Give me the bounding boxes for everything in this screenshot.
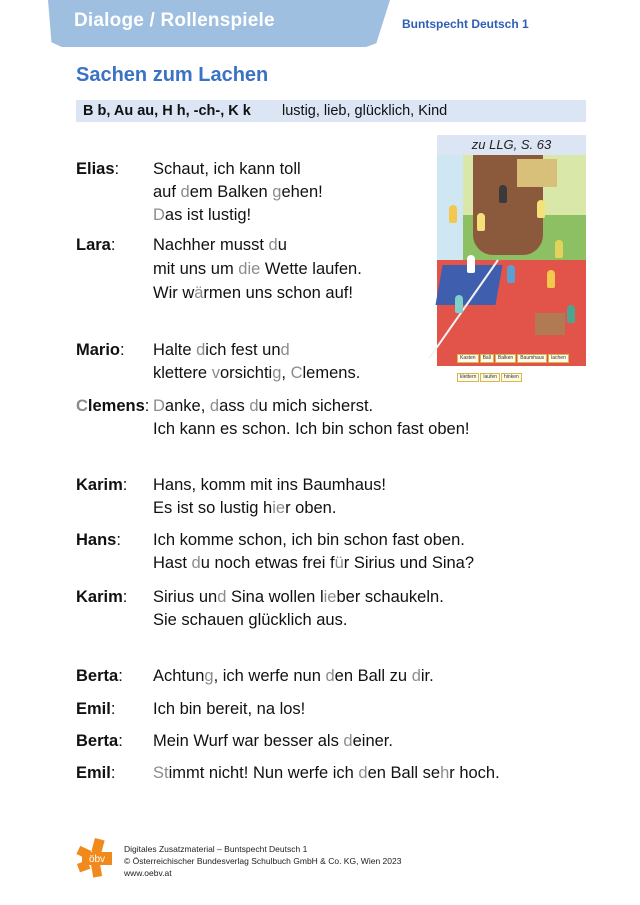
speaker-name: Karim:: [76, 588, 128, 606]
speech-text: Danke, dass du mich sicherst.: [153, 397, 374, 415]
vaulting-box: [535, 313, 565, 335]
highlighted-letter: d: [196, 341, 206, 359]
speaker-name: Clemens:: [76, 397, 150, 415]
child-figure: [467, 255, 475, 273]
highlighted-letter: d: [358, 764, 368, 782]
highlighted-letter: d: [343, 732, 353, 750]
child-figure: [507, 265, 515, 283]
child-figure: [567, 305, 575, 323]
speech-text: Das ist lustig!: [153, 206, 252, 224]
footer-line-publisher: © Österreichischer Bundesverlag Schulbuch GmbH & Co. KG, Wien 2023: [124, 856, 402, 866]
word-card: klettern: [457, 373, 479, 382]
speech-text: Halte dich fest und: [153, 341, 290, 359]
highlighted-letter: D: [153, 206, 165, 224]
oebv-logo-icon: [76, 838, 116, 878]
speaker-name: Karim:: [76, 476, 128, 494]
highlighted-letter: ie: [323, 588, 337, 606]
speech-text: Ich komme schon, ich bin schon fast oben.: [153, 531, 465, 549]
speech-text: Nachher musst du: [153, 236, 287, 254]
speaker-name: Hans:: [76, 531, 121, 549]
highlighted-letter: d: [191, 554, 201, 572]
highlighted-letter: d: [411, 667, 421, 685]
speaker-name: Berta:: [76, 732, 123, 750]
footer-copyright: [124, 843, 401, 879]
highlighted-letter: v: [211, 364, 220, 382]
speech-text: Hans, komm mit ins Baumhaus!: [153, 476, 386, 494]
speaker-name: Lara:: [76, 236, 116, 254]
illustration-box: [437, 135, 586, 380]
vocab-words: lustig, lieb, glücklich, Kind: [282, 103, 448, 119]
footer-line-product: Digitales Zusatzmaterial – Buntspecht Deutsch 1: [124, 844, 308, 854]
speech-text: Sie schauen glücklich aus.: [153, 611, 348, 629]
speech-text: Sirius und Sina wollen lieber schaukeln.: [153, 588, 444, 606]
speech-text: Stimmt nicht! Nun werfe ich den Ball sehr hoch.: [153, 764, 500, 782]
illustration-reference: zu LLG, S. 63: [437, 135, 586, 155]
speaker-name: Elias:: [76, 160, 120, 178]
word-card: Kasten: [457, 354, 479, 363]
vocab-bar: [76, 100, 586, 122]
highlighted-letter: g: [272, 364, 282, 382]
speech-text: klettere vorsichtig, Clemens.: [153, 364, 361, 382]
word-card: lachen: [548, 354, 569, 363]
child-figure: [449, 205, 457, 223]
footer-line-website: www.oebv.at: [124, 868, 172, 878]
highlighted-letter: St: [153, 764, 169, 782]
section-title: Dialoge / Rollenspiele: [74, 10, 275, 31]
speaker-name: Emil:: [76, 764, 116, 782]
page-title: Sachen zum Lachen: [76, 64, 269, 86]
speech-text: auf dem Balken gehen!: [153, 183, 323, 201]
highlighted-letter: d: [217, 588, 227, 606]
speech-text: Schaut, ich kann toll: [153, 160, 301, 178]
speaker-name: Emil:: [76, 700, 116, 718]
speech-text: Es ist so lustig hier oben.: [153, 499, 337, 517]
child-figure: [547, 270, 555, 288]
highlighted-letter: d: [268, 236, 278, 254]
speaker-name: Berta:: [76, 667, 123, 685]
vocab-letters: B b, Au au, H h, -ch-, K k: [83, 103, 251, 119]
highlighted-letter: d: [249, 397, 259, 415]
word-cards: [457, 346, 577, 384]
highlighted-letter: die: [238, 260, 261, 278]
highlighted-letter: d: [180, 183, 190, 201]
highlighted-letter: d: [209, 397, 220, 415]
child-figure: [537, 200, 545, 218]
child-figure: [477, 213, 485, 231]
speech-text: Mein Wurf war besser als deiner.: [153, 732, 393, 750]
speech-text: Hast du noch etwas frei für Sirius und Sina?: [153, 554, 475, 572]
speaker-name: Mario:: [76, 341, 125, 359]
word-card: laufen: [480, 373, 500, 382]
child-figure: [499, 185, 507, 203]
highlighted-letter: g: [272, 183, 282, 201]
highlighted-letter: C: [290, 364, 303, 382]
highlighted-letter: d: [325, 667, 335, 685]
child-figure: [555, 240, 563, 258]
brand-label: Buntspecht Deutsch 1: [402, 17, 529, 31]
highlighted-letter: ü: [334, 554, 344, 572]
word-card: Baumhaus: [517, 354, 547, 363]
speech-text: Achtung, ich werfe nun den Ball zu dir.: [153, 667, 434, 685]
highlighted-letter: D: [153, 397, 165, 415]
highlighted-letter: d: [280, 341, 290, 359]
speech-text: Ich bin bereit, na los!: [153, 700, 306, 718]
highlighted-letter: g: [204, 667, 214, 685]
playground-illustration: [437, 155, 586, 380]
word-card: Ball: [480, 354, 494, 363]
highlighted-letter: h: [440, 764, 450, 782]
child-figure: [455, 295, 463, 313]
speech-text: Wir wärmen uns schon auf!: [153, 284, 353, 302]
speech-text: mit uns um die Wette laufen.: [153, 260, 362, 278]
svg-text:öbv: öbv: [88, 854, 106, 865]
speech-text: Ich kann es schon. Ich bin schon fast oben!: [153, 420, 470, 438]
highlighted-letter: ie: [272, 499, 286, 517]
word-card: hinken: [501, 373, 522, 382]
highlighted-letter: ä: [194, 284, 204, 302]
treehouse-icon: [517, 159, 557, 187]
word-card: Balken: [495, 354, 516, 363]
